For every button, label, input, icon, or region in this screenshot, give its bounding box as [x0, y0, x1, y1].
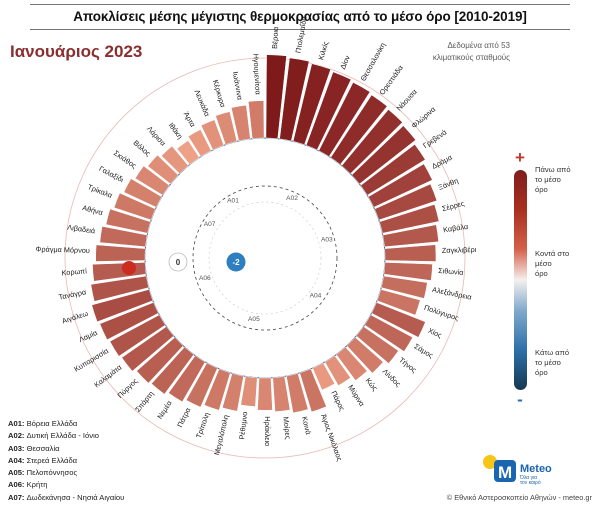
category-label: Ηράκλειο	[263, 416, 272, 447]
category-label: Σπάρτη	[133, 389, 156, 414]
colorbar-gradient	[514, 170, 527, 390]
colorbar-mid-label-2: μέσο	[535, 259, 552, 268]
colorbar-top-label-1: Πάνω από	[535, 165, 571, 174]
logo-tagline-2: τον καιρό	[520, 480, 541, 486]
bar-segment	[241, 376, 257, 406]
zero-marker	[169, 253, 187, 271]
colorbar-plus-sign: +	[515, 148, 525, 167]
bar-segment	[248, 101, 264, 139]
category-label: Πολύγυρος	[423, 302, 461, 323]
category-label: Κώς	[363, 376, 380, 393]
category-label: Αθήνα	[81, 203, 104, 218]
category-label: Καλαμάτα	[92, 362, 124, 390]
note-line-1: Δεδομένα από 53	[447, 41, 510, 50]
category-label: Μύρινα	[346, 383, 367, 408]
category-label: Κιλκίς	[316, 40, 331, 62]
red-dot-marker	[122, 261, 136, 275]
category-label: Δράμα	[430, 152, 454, 171]
category-label: Μεγαλόπολη	[212, 413, 231, 457]
legend-code: A03:	[8, 443, 25, 453]
region-ring-label: A04	[309, 292, 322, 300]
region-ring-label: A05	[248, 316, 260, 324]
category-label: Μοίρες	[281, 416, 293, 440]
legend-item	[8, 467, 124, 479]
region-ring-label: A02	[286, 195, 298, 202]
colorbar-bottom-label-1: Κάτω από	[535, 348, 570, 357]
category-label: Τήνος	[397, 355, 419, 375]
colorbar-mid-label-1: Κοντά στο	[535, 249, 570, 258]
category-label: Σάμος	[412, 341, 435, 360]
colorbar-minus-sign: -	[517, 390, 523, 409]
category-label: Λαμία	[77, 327, 99, 345]
legend-label: Βόρεια Ελλάδα	[26, 419, 78, 428]
category-label: Σκιάθος	[112, 148, 139, 171]
colorbar-top-label-3: όρο	[535, 185, 548, 194]
category-label: Λευκάδα	[192, 88, 212, 118]
category-label: Κέρκυρα	[210, 78, 228, 109]
legend-code: A02:	[8, 431, 25, 441]
category-label: Καβάλα	[442, 221, 469, 235]
chart-subtitle: Ιανουάριος 2023	[10, 42, 143, 61]
category-label: Ρέθυμνο	[237, 411, 250, 441]
category-label: Λίνδος	[380, 366, 403, 389]
category-label: Κυπαρισσία	[72, 346, 111, 374]
meteo-logo	[476, 452, 586, 486]
category-label: Άρτα	[181, 110, 198, 129]
inner-dashed-circle	[193, 186, 337, 330]
category-label: Πύργος	[115, 376, 140, 400]
legend-code: A01:	[8, 419, 25, 428]
legend-label: Κρήτη	[26, 480, 48, 490]
region-ring-label: A01	[227, 197, 239, 205]
region-ring-label: A03	[320, 236, 333, 244]
category-label: Βέροια	[269, 26, 281, 50]
legend-code: A04:	[8, 455, 25, 465]
legend-label: Στερεά Ελλάδα	[26, 455, 78, 465]
category-label: Τανάγρα	[57, 287, 87, 302]
legend-item	[8, 479, 124, 491]
category-label: Δίον	[338, 54, 352, 71]
bar-segment	[385, 245, 436, 262]
region-ring-label: A07	[203, 221, 216, 228]
legend-label: Δυτική Ελλάδα - Ιόνιο	[26, 431, 99, 441]
negative-marker-label: -2	[232, 258, 240, 267]
legend-code: A06:	[8, 480, 25, 490]
category-label: Γαλαξίδι	[97, 163, 126, 185]
category-label: Κορωπί	[61, 266, 88, 278]
legend-item	[8, 418, 124, 430]
category-label: Ιθάκη	[166, 120, 185, 141]
logo-tagline-1: Όλα για	[520, 475, 538, 481]
negative-marker	[227, 253, 246, 272]
category-label: Πάρος	[329, 389, 347, 413]
category-label: Ζαγκλιβέρι	[441, 244, 477, 255]
category-label: Φλώρινα	[409, 104, 438, 131]
bar-series	[91, 55, 439, 413]
bar-segment	[96, 245, 146, 262]
logo-wordmark: Meteo	[520, 463, 552, 475]
legend-label: Δωδεκάνησα - Νησιά Αιγαίου	[26, 492, 125, 502]
category-label: Σιθωνία	[437, 265, 464, 278]
legend-item	[8, 443, 124, 455]
legend-code: A07:	[8, 492, 25, 502]
category-label: Γρεβενά	[421, 127, 449, 151]
colorbar-mid-label-3: όρο	[535, 269, 548, 278]
category-label: Ορεστιάδα	[377, 63, 405, 97]
region-legend	[8, 418, 124, 504]
category-label: Λάρισα	[145, 124, 168, 148]
category-label: Νάουσα	[394, 87, 419, 113]
legend-item	[8, 492, 124, 504]
category-label: Κοινά	[300, 415, 313, 436]
category-label: Τρίκαλα	[86, 182, 114, 200]
category-label: Χίος	[426, 325, 444, 340]
region-ring-labels	[199, 195, 333, 323]
category-label: Φράγμα Μόρνου	[35, 244, 90, 255]
copyright-credit: © Εθνικό Αστεροσκοπείο Αθηνών - meteo.gr	[446, 493, 592, 502]
legend-label: Θεσσαλία	[26, 443, 60, 453]
category-label: Πάτρα	[175, 406, 193, 429]
legend-item	[8, 455, 124, 467]
category-label: Ιωάννινα	[230, 70, 245, 101]
category-label: Θεσσαλονίκη	[358, 41, 388, 83]
category-label: Βόλος	[131, 138, 153, 159]
note-line-2: κλιματικούς σταθμούς	[432, 52, 510, 62]
logo-m: M	[498, 463, 513, 482]
category-label: Τρίπολη	[193, 411, 212, 440]
region-ring-label: A06	[198, 274, 211, 282]
zero-marker-label: 0	[175, 258, 181, 267]
category-label: Νεμέα	[155, 398, 174, 421]
category-label: Πτολεμαΐδα	[293, 15, 309, 54]
category-label: Άγιος Νικόλαος	[319, 412, 345, 463]
colorbar-top-label-2: το μέσο	[535, 175, 561, 184]
colorbar	[514, 148, 571, 409]
legend-code: A05:	[8, 468, 25, 478]
category-label: Σέρρες	[440, 198, 466, 214]
page-title: Αποκλίσεις μέσης μέγιστης θερμοκρασίας από το μέσο όρο [2010-2019]	[30, 4, 570, 30]
bar-segment	[258, 378, 273, 410]
category-label: Αλεξάνδρεια	[431, 284, 473, 302]
category-label: Ξάνθη	[436, 176, 460, 192]
category-label: Ηγουμενίτσα	[251, 53, 263, 95]
category-label: Αιγάλεω	[60, 308, 90, 326]
colorbar-bottom-label-2: το μέσο	[535, 358, 561, 367]
legend-label: Πελοπόννησος	[26, 468, 78, 478]
inner-guide-circle	[209, 202, 321, 314]
category-label: Λιβαδειά	[66, 222, 96, 236]
colorbar-bottom-label-3: όρο	[535, 368, 548, 377]
legend-item	[8, 430, 124, 442]
